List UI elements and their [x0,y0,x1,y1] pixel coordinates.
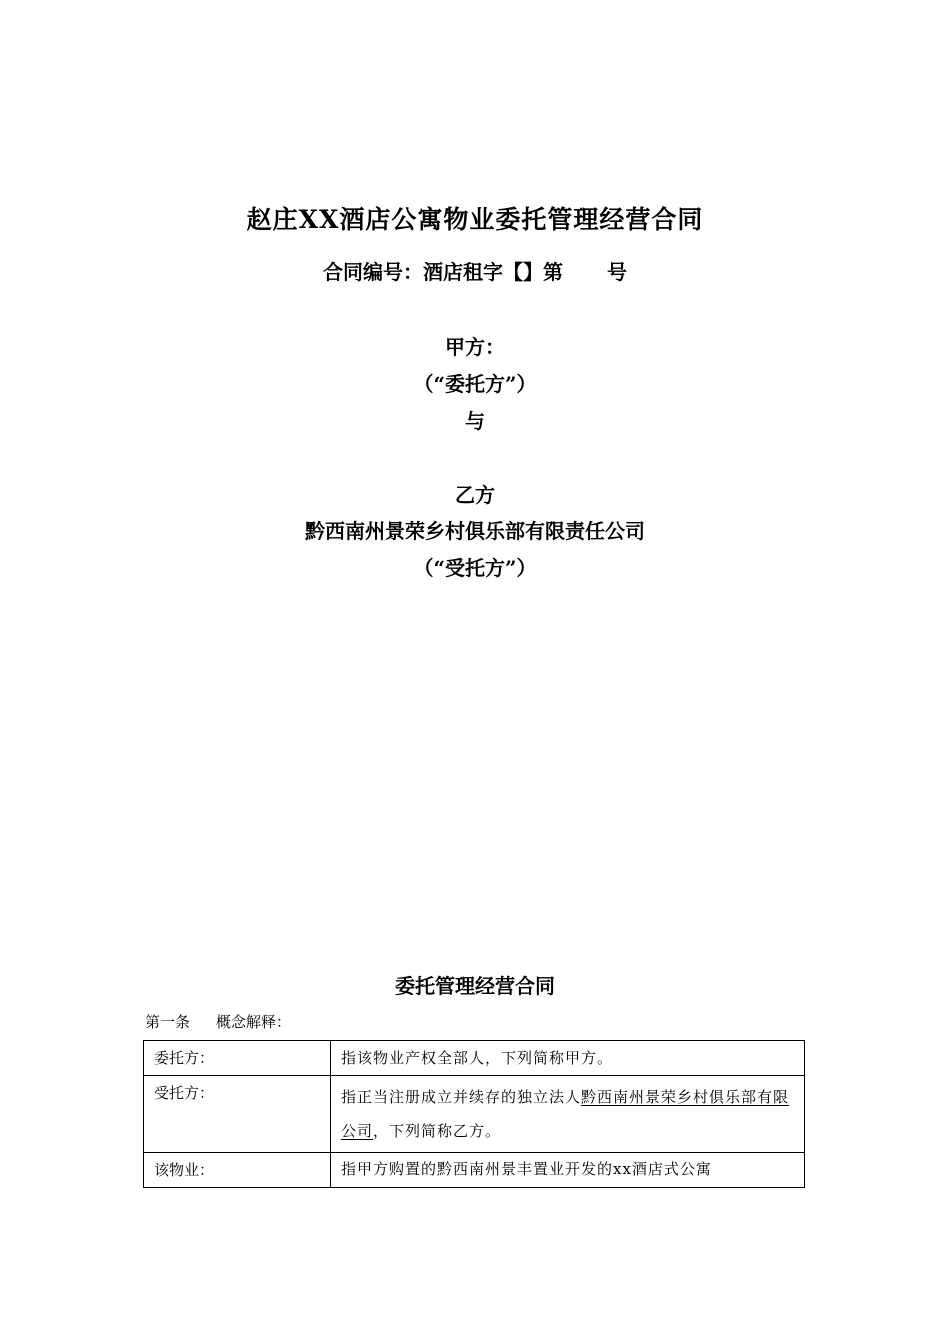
definition-description: 指甲方购置的黔西南州景丰置业开发的xx酒店式公寓 [331,1153,805,1188]
contract-number-suffix: 号 [607,260,627,284]
definitions-table [143,1040,805,1188]
article-number: 第一条 [145,1013,191,1031]
underlined-company-name: 黔西南州景荣乡村俱乐部有限公司 [341,1088,790,1140]
table-row [144,1041,805,1076]
document-title: 赵庄XX酒店公寓物业委托管理经营合同 [246,205,704,234]
party-b-role: （“受托方”） [413,556,537,580]
contract-number-label: 合同编号：酒店租字【】第 [323,260,563,284]
article-title: 概念解释： [216,1013,292,1031]
party-a-label: 甲方： [445,335,505,359]
table-row [144,1153,805,1188]
and-connector: 与 [465,409,485,433]
definition-term: 委托方： [144,1041,331,1076]
section-title: 委托管理经营合同 [395,974,555,998]
definition-description: 指该物业产权全部人，下列简称甲方。 [331,1041,805,1076]
party-b-label: 乙方 [455,483,495,507]
party-b-name: 黔西南州景荣乡村俱乐部有限责任公司 [305,519,645,543]
table-row [144,1076,805,1153]
definition-term: 该物业： [144,1153,331,1188]
definition-term: 受托方： [144,1076,331,1153]
definition-description: 指正当注册成立并续存的独立法人黔西南州景荣乡村俱乐部有限公司，下列简称乙方。 [331,1076,805,1153]
contract-number [0,256,950,285]
article-heading [145,1011,291,1032]
party-a-role: （“委托方”） [413,372,537,396]
